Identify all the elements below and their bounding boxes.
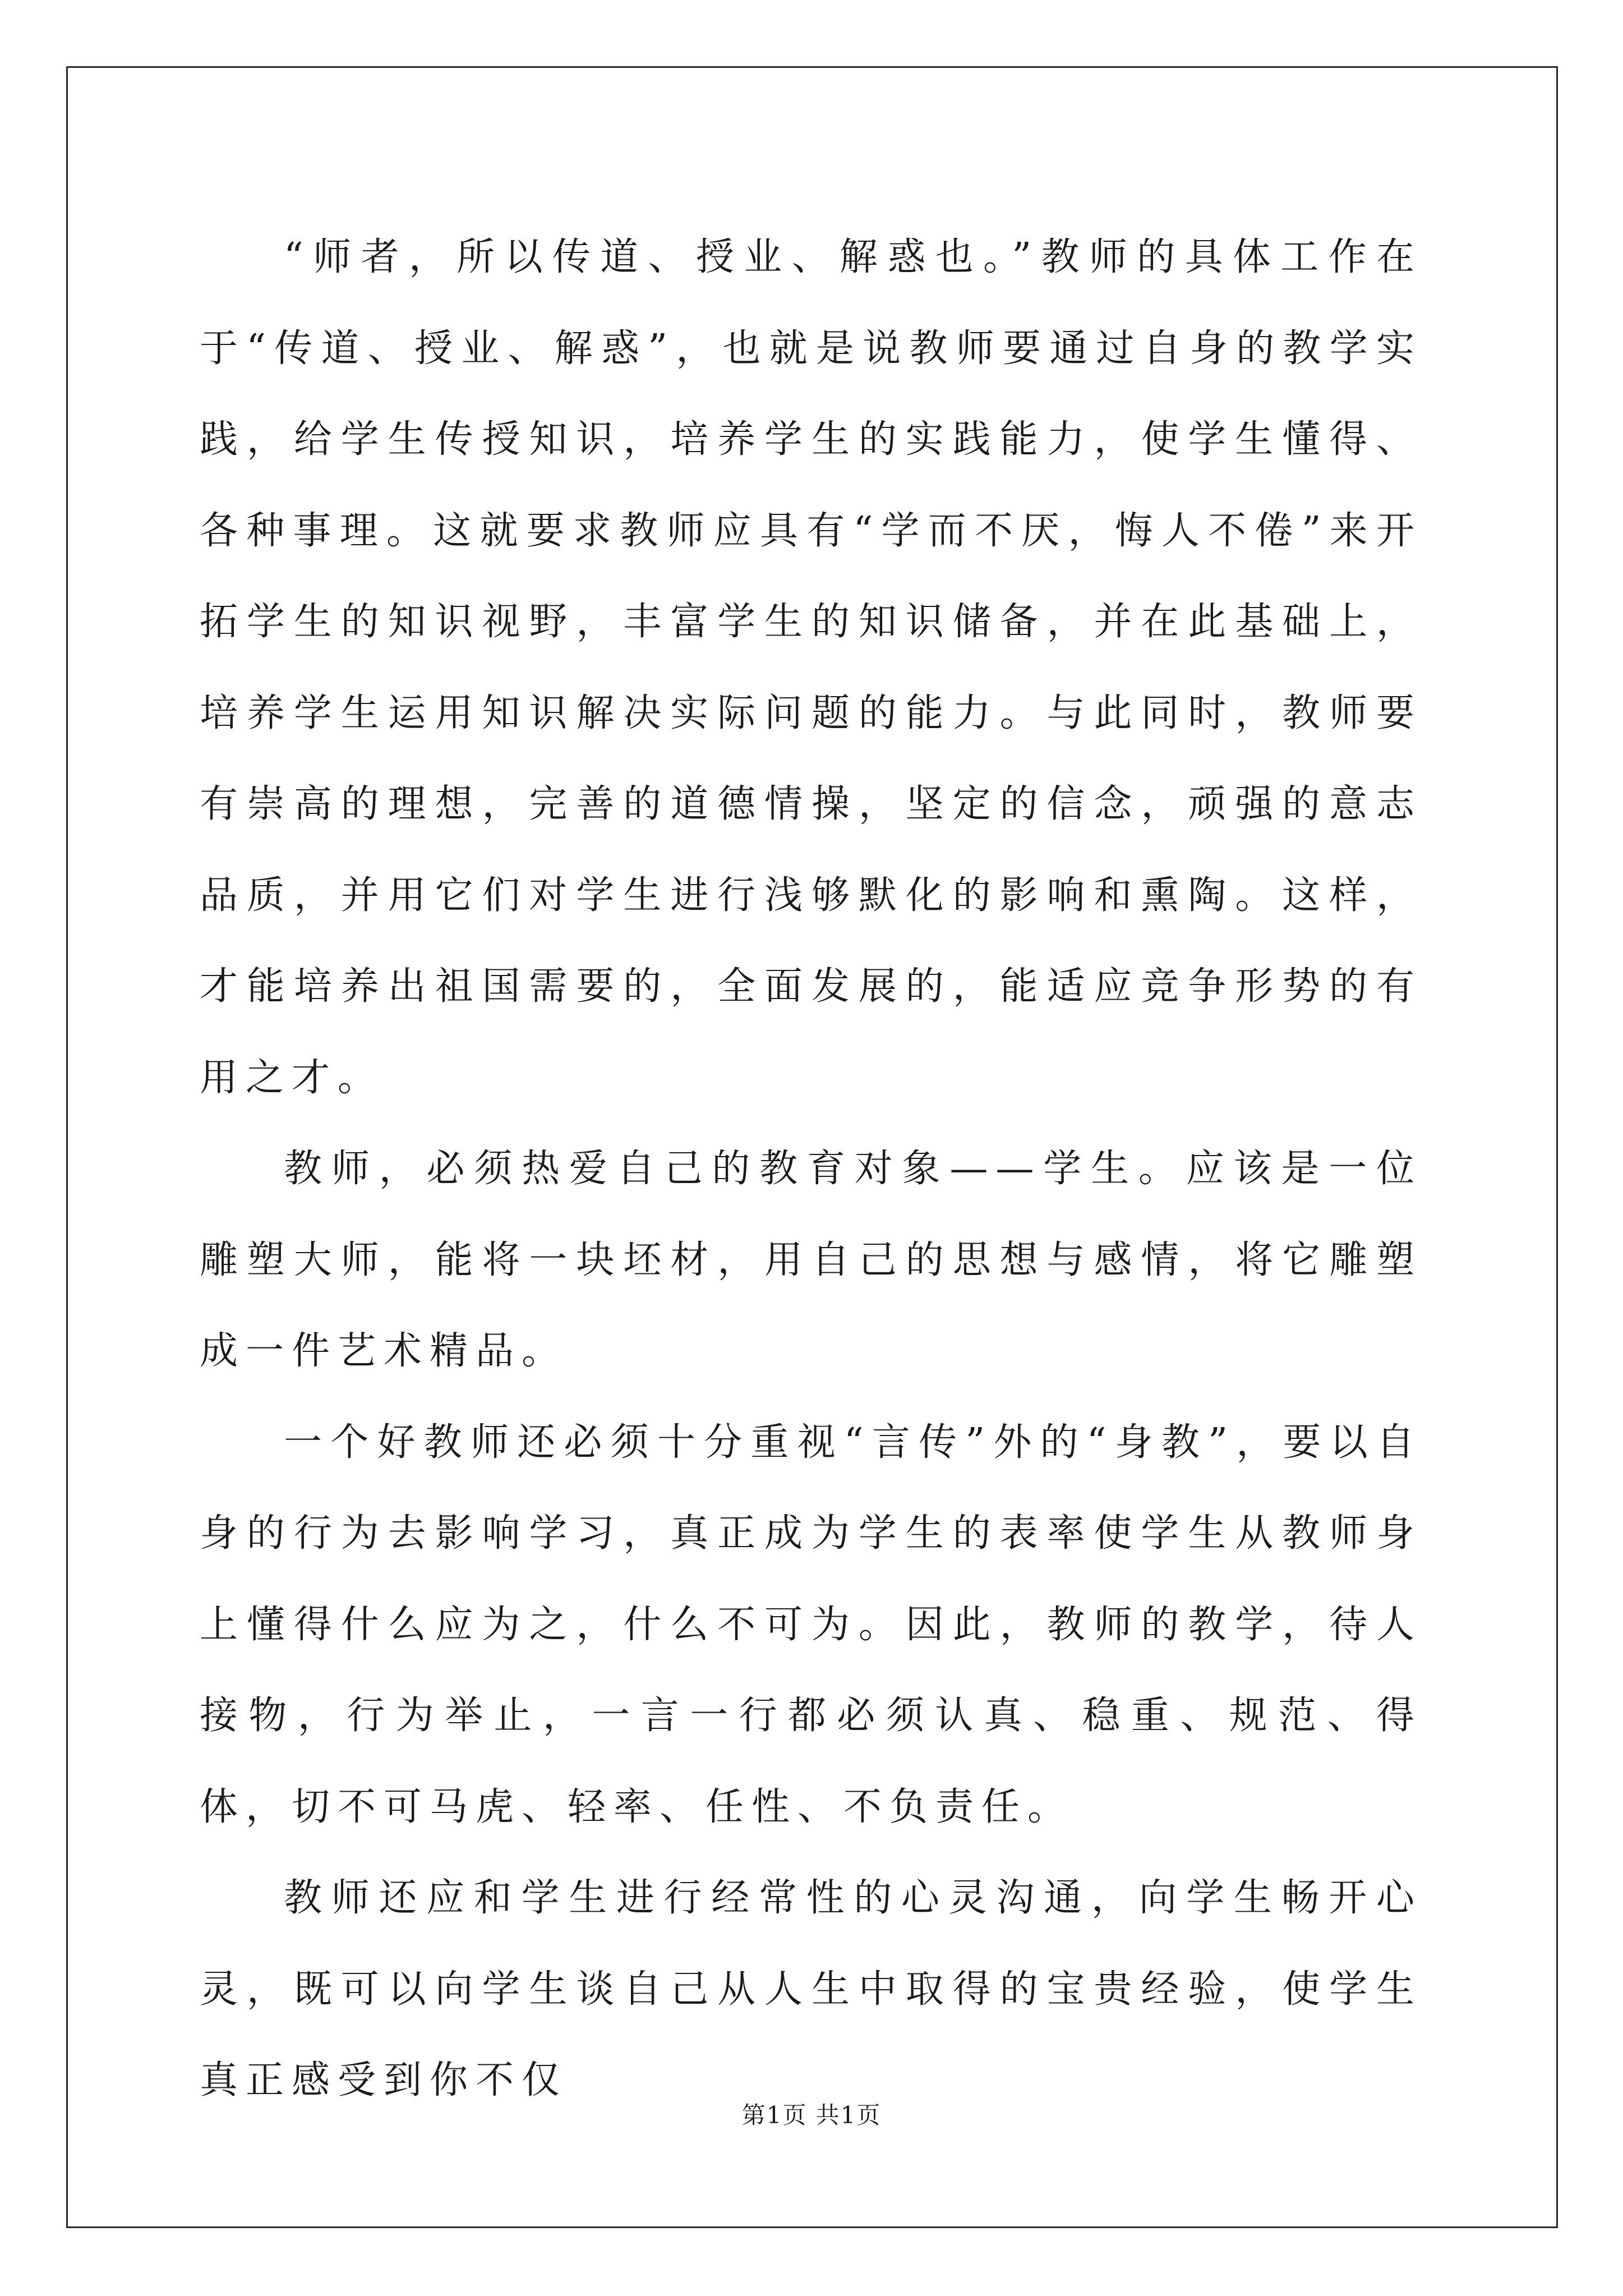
paragraph-4: 教师还应和学生进行经常性的心灵沟通，向学生畅开心灵，既可以向学生谈自己从人生中取得的宝贵经验，使学生真正感受到你不仅 [200,1876,1422,2102]
document-body [200,212,1422,2127]
paragraph-3: 一个好教师还必须十分重视“言传”外的“身教”，要以自身的行为去影响学习，真正成为学生的表率使学生从教师身上懂得什么应为之，什么不可为。因此，教师的教学，待人接物，行为举止，一言一行都必须认真、稳重、规范、得体，切不可马虎、轻率、任性、不负责任。 [200,1420,1422,1829]
paragraph-2: 教师，必须热爱自己的教育对象——学生。应该是一位雕塑大师，能将一块坯材，用自己的思想与感情，将它雕塑成一件艺术精品。 [200,1147,1422,1373]
paragraph-1: “师者，所以传道、授业、解惑也。”教师的具体工作在于“传道、授业、解惑”，也就是说教师要通过自身的教学实践，给学生传授知识，培养学生的实践能力，使学生懂得、各种事理。这就要求教师应具有“学而不厌，悔人不倦”来开拓学生的知识视野，丰富学生的知识储备，并在此基础上，培养学生运用知识解决实际问题的能力。与此同时，教师要有崇高的理想，完善的道德情操，坚定的信念，顽强的意志品质，并用它们对学生进行浅够默化的影响和熏陶。这样，才能培养出祖国需要的，全面发展的，能适应竞争形势的有用之才。 [200,235,1422,1100]
page-footer: 第1页 共1页 [741,2101,882,2129]
